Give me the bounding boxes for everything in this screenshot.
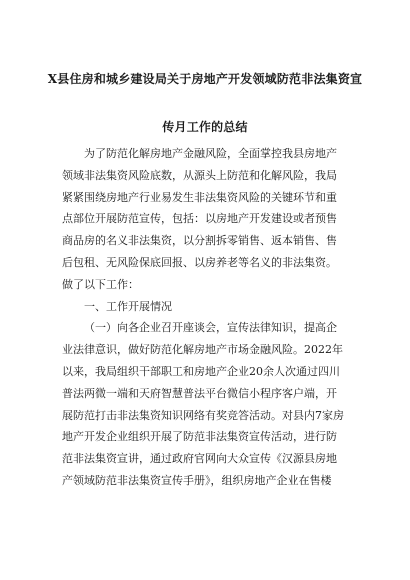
body-line: 紧紧围绕房地产行业易发生非法集资风险的关键环节和重 bbox=[62, 190, 337, 204]
body-line: 范非法集资宣讲，通过政府官网向大众宣传《汉源县房地 bbox=[62, 452, 337, 466]
section-heading: 一、工作开展情况 bbox=[84, 299, 172, 313]
document-body bbox=[62, 143, 352, 492]
document-title-line-1: X县住房和城乡建设局关于房地产开发领域防范非法集资宣 bbox=[47, 72, 363, 86]
body-line: 做了以下工作： bbox=[62, 277, 139, 291]
document-title-line-2: 传月工作的总结 bbox=[162, 120, 248, 134]
body-line: 点部位开展防范宣传，包括：以房地产开发建设或者预售 bbox=[62, 212, 337, 226]
body-line: 以来，我局组织干部职工和房地产企业20余人次通过四川 bbox=[62, 364, 340, 378]
body-line: 普法两微一端和天府智慧普法平台微信小程序客户端，开 bbox=[62, 386, 337, 400]
body-line: 后包租、无风险保底回报、以房养老等名义的非法集资。 bbox=[62, 255, 337, 269]
body-line: 领域非法集资风险底数，从源头上防范和化解风险，我局 bbox=[62, 168, 337, 182]
body-line: 业法律意识，做好防范化解房地产市场金融风险。2022年 bbox=[62, 343, 343, 357]
body-line: 展防范打击非法集资知识网络有奖竞答活动。对县内7家房 bbox=[62, 408, 344, 422]
body-line: （一）向各企业召开座谈会，宣传法律知识，提高企 bbox=[84, 321, 337, 335]
body-line: 地产开发企业组织开展了防范非法集资宣传活动，进行防 bbox=[62, 430, 337, 444]
body-line: 为了防范化解房地产金融风险，全面掌控我县房地产 bbox=[84, 147, 337, 160]
body-line: 商品房的名义非法集资，以分割拆零销售、返本销售、售 bbox=[62, 234, 337, 248]
body-line: 产领域防范非法集资宣传手册》，组织房地产企业在售楼 bbox=[62, 473, 332, 487]
